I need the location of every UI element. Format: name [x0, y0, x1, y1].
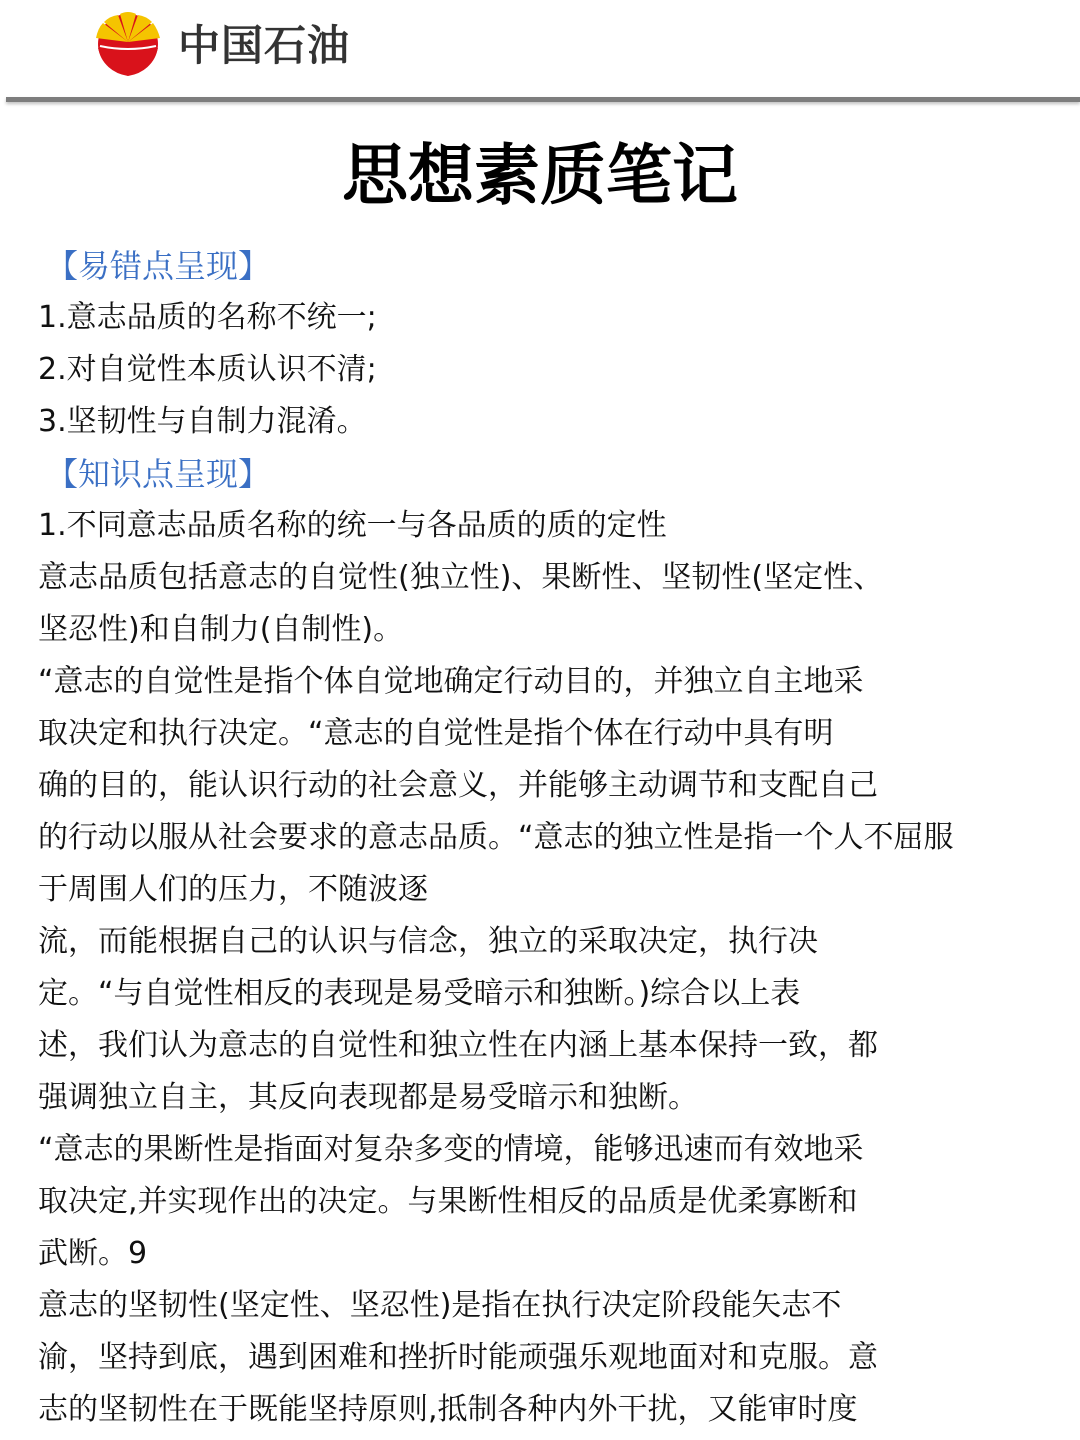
text-line: 于周围人们的压力，不随波逐	[38, 872, 428, 907]
text-line: 渝，坚持到底，遇到困难和挫折时能顽强乐观地面对和克服。意	[38, 1340, 878, 1375]
text-line: 3.坚韧性与自制力混淆。	[38, 404, 367, 439]
text-line: 取决定和执行决定。“意志的自觉性是指个体在行动中具有明	[38, 716, 834, 751]
text-line: 意志的坚韧性(坚定性、坚忍性)是指在执行决定阶段能矢志不	[38, 1288, 842, 1323]
app-header	[0, 0, 1080, 98]
text-line: 述，我们认为意志的自觉性和独立性在内涵上基本保持一致，都	[38, 1028, 878, 1063]
section-heading: 【易错点呈现】	[46, 247, 271, 285]
text-line: 的行动以服从社会要求的意志品质。“意志的独立性是指一个人不屈服	[38, 820, 954, 855]
text-line: 定。“与自觉性相反的表现是易受暗示和独断。)综合以上表	[38, 976, 801, 1011]
text-line: 意志品质包括意志的自觉性(独立性)、果断性、坚韧性(坚定性、	[38, 560, 884, 595]
section-heading: 【知识点呈现】	[46, 455, 271, 493]
text-line: 取决定,并实现作出的决定。与果断性相反的品质是优柔寡断和	[38, 1184, 858, 1219]
text-line: 确的目的，能认识行动的社会意义，并能够主动调节和支配自己	[38, 768, 878, 803]
page-title: 思想素质笔记	[342, 137, 738, 214]
text-line: 志的坚韧性在于既能坚持原则,抵制各种内外干扰，又能审时度	[38, 1392, 858, 1427]
text-line: 1.意志品质的名称不统一;	[38, 300, 377, 335]
text-line: “意志的自觉性是指个体自觉地确定行动目的，并独立自主地采	[38, 664, 864, 699]
text-line: 武断。9	[38, 1236, 148, 1271]
text-line: 强调独立自主，其反向表现都是易受暗示和独断。	[38, 1080, 698, 1115]
note-content	[38, 240, 1058, 1436]
text-line: “意志的果断性是指面对复杂多变的情境，能够迅速而有效地采	[38, 1132, 864, 1167]
text-line: 1.不同意志品质名称的统一与各品质的质的定性	[38, 508, 667, 543]
header-divider	[6, 97, 1080, 102]
text-line: 坚忍性)和自制力(自制性)。	[38, 612, 404, 647]
brand-name: 中国石油	[178, 21, 351, 70]
text-line: 流，而能根据自己的认识与信念，独立的采取决定，执行决	[38, 924, 818, 959]
text-line: 2.对自觉性本质认识不清;	[38, 352, 377, 387]
petrochina-sunflower-logo-icon	[90, 8, 166, 84]
